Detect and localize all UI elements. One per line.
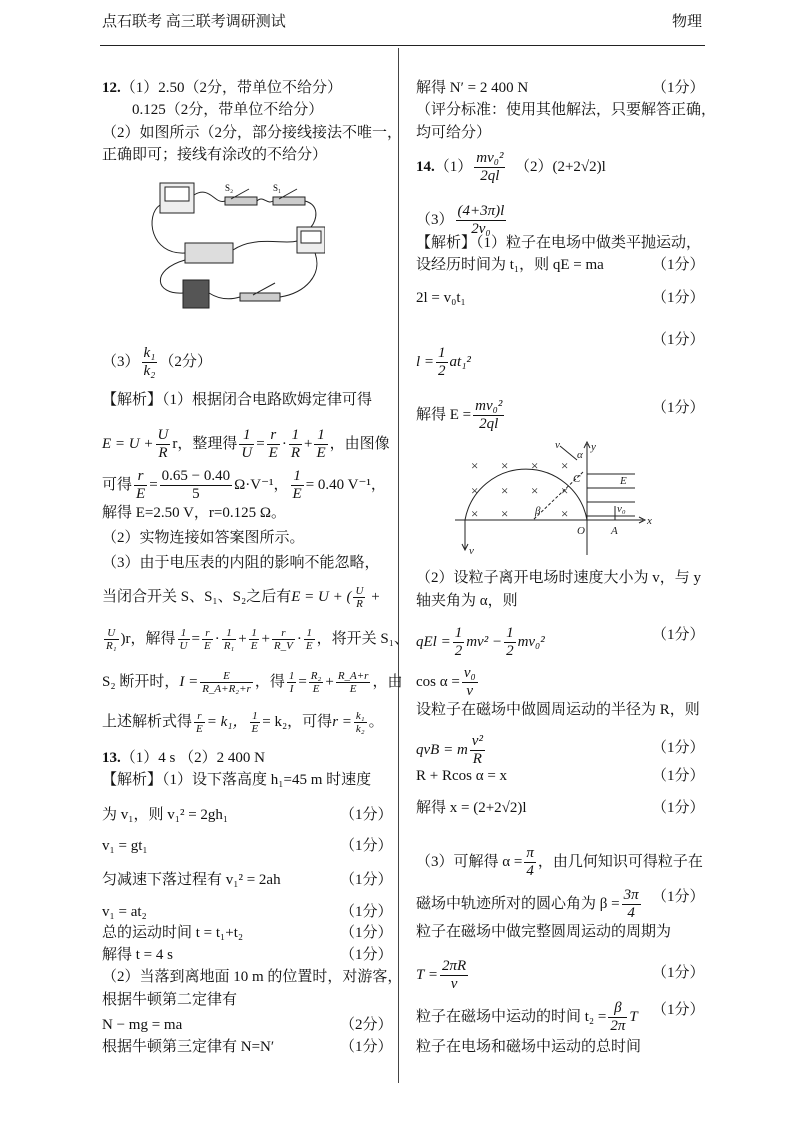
score: （1分） [340,904,393,920]
label-v-bottom: v [469,545,474,557]
q14-answer-3: （3） $\frac{(4+3\pi)l}{\text{2v₀}}$ [416,203,505,237]
score: （1分） [652,290,705,306]
q13-step: 根据牛顿第三定律有 N=N′ [102,1039,275,1055]
q13-step: v₁ = gt₁ [102,838,148,854]
q13-step: 总的运动时间 t = t₁+t₂ [102,925,244,941]
q12-equation-2: 可得 $\frac{r}{E}$ = $\frac{0.65 - 0.40}{5}$ Ω·V⁻¹， $\frac{1}{E}$ = 0.40 V⁻¹， [102,468,386,502]
q14-step: qvB = m $\frac{\text{v²}}{R}$ [416,733,483,767]
q12-equation-3: 当闭合开关 S、S₁、S₂之后有E = U + ( $\frac{U}{R}$ + [102,585,380,610]
q13-analysis-2b: 根据牛顿第二定律有 [102,992,238,1008]
score: （1分） [340,1039,393,1055]
label-y: y [591,441,596,453]
cross-mark: × [501,506,509,521]
q12-answer-2b: 正确即可；接线有涂改的不给分） [102,147,328,163]
score: （1分） [652,400,705,416]
q14-analysis-2b: 轴夹角为 α，则 [416,593,518,609]
q14-step: 2l = v₀t₁ [416,290,466,306]
score: （1分） [652,889,705,905]
q14-analysis-2: （2）设粒子离开电场时速度大小为 v，与 y [416,570,702,586]
circuit-figure [145,175,325,310]
q14-analysis-period: 粒子在磁场中做完整圆周运动的周期为 [416,924,672,940]
q12-analysis-2: （2）实物连接如答案图所示。 [102,530,305,546]
header-subject: 物理 [672,14,703,30]
cross-mark: × [471,458,479,473]
label-alpha: α [577,449,583,461]
cross-mark: × [531,458,539,473]
q13-step: 匀减速下落过程有 v₁² = 2ah [102,872,281,888]
q13-result: 解得 N′ = 2 400 N [416,80,529,96]
q14-step: 解得 E = $\frac{\text{mv₀²}}{2ql}$ [416,398,503,432]
score: （1分） [652,768,705,784]
score: （1分） [340,925,393,941]
cross-mark: × [561,506,569,521]
label-O: O [577,525,585,537]
q14-step: 设经历时间为 t₁，则 qE = ma [416,257,604,273]
q12-analysis-3: （3）由于电压表的内阻的影响不能忽略， [102,555,380,571]
score: （1分） [652,627,705,643]
label-x: x [647,515,652,527]
field-diagram [455,440,665,560]
switch-s1-label: S₁ [273,183,282,193]
cross-mark: × [501,483,509,498]
label-E: E [620,475,627,487]
q13-step: 为 v₁，则 v₁² = 2gh₁ [102,807,229,823]
q14-step: 磁场中轨迹所对的圆心角为 β = $\frac{3\pi}{4}$ [416,887,639,921]
label-A: A [611,525,618,537]
score: （1分） [652,257,705,273]
label-beta: β [535,505,541,517]
q14-step: R + Rcos α = x [416,768,508,784]
q12-equation-4: $\frac{U}{\text{R₁}}$ )r，解得 $\frac{1}{U}$ = $\frac{r}{E}$ · $\frac{1}{\text{R₁}}$ + $\frac{1}{E}$ + $\frac{r}{R\_V}$ · $\frac{1}{E}$ ，将开关 S₁、 [106,627,409,652]
q14-analysis-radius: 设粒子在磁场中做圆周运动的半径为 R，则 [416,702,700,718]
score: （1分） [340,838,393,854]
cross-mark: × [471,506,479,521]
label-v-top: v [555,440,560,451]
q13-step: 解得 t = 4 s [102,947,173,963]
q12-equation-5: S₂ 断开时，I = $\frac{E}{\text{R\_A+R₂+r}}$ ，得 $\frac{1}{I}$ = $\frac{\text{R₂}}{E}$ + $\frac{R\_A+r}{E}$ ，由 [102,670,403,695]
q14-step: l = $\frac{1}{2}$ at₁² [416,345,471,379]
q12-equation-1: E = U + $\frac{U}{R}$ r，整理得 $\frac{1}{U}$ = $\frac{r}{E}$ · $\frac{1}{R}$ + $\frac{1}{E}$ ，由图像 [102,427,390,461]
cross-mark: × [531,483,539,498]
score: （1分） [652,965,705,981]
q12-result: 解得 E=2.50 V，r=0.125 Ω。 [102,505,287,521]
score: （2分） [340,1017,393,1033]
q12-answer-1: 12.（1）2.50（2分，带单位不给分） [102,80,343,96]
q14-step: cos α = $\frac{\text{v₀}}{v}$ [416,665,476,699]
q14-step: 粒子在磁场中运动的时间 t₂ = $\frac{\beta}{2\pi}$ T [416,1000,638,1034]
header-divider [100,45,705,46]
q14-step: T = $\frac{2\pi R}{v}$ [416,958,467,992]
score: （1分） [652,740,705,756]
label-v0: v₀ [617,503,626,515]
score: （1分） [652,1002,705,1018]
score: （1分） [340,947,393,963]
q13-analysis-2: （2）当落到离地面 10 m 的位置时，对游客， [102,969,403,985]
cross-mark: × [561,458,569,473]
q13-step: N − mg = ma [102,1017,183,1033]
q14-step: qEl = $\frac{1}{2}$ mv² − $\frac{1}{2}$ mv₀² [416,625,545,659]
q13-step: v₁ = at₂ [102,904,147,920]
q14-analysis-3: （3）可解得 α = $\frac{\pi}{4}$ ，由几何知识可得粒子在 [416,845,703,879]
cross-mark: × [561,483,569,498]
cross-mark: × [471,483,479,498]
cross-mark: × [501,458,509,473]
header-title: 点石联考 高三联考调研测试 [102,14,286,30]
column-divider [398,48,399,1083]
score: （1分） [340,872,393,888]
score: （1分） [652,800,705,816]
score: （1分） [652,80,705,96]
q12-equation-6: 上述解析式得 $\frac{r}{E}$ = k₁， $\frac{1}{E}$ = k₂，可得r = $\frac{\text{k₁}}{\text{k₂}}$ 。 [102,710,384,735]
score: （1分） [340,807,393,823]
q14-analysis-heading: 【解析】（1）粒子在电场中做类平抛运动， [416,235,702,251]
q14-answers: 14.（1） $\frac{\text{mv₀²}}{2ql}$ （2）(2+2√2)l [416,150,606,184]
q14-step: 解得 x = (2+2√2)l [416,800,527,816]
q14-analysis-total: 粒子在电场和磁场中运动的总时间 [416,1039,642,1055]
q13-answers: 13.（1）4 s （2）2 400 N [102,750,265,766]
q12-answer-2: （2）如图所示（2分，部分接线接法不唯一， [102,125,403,141]
q12-answer-3: （3） $\frac{\text{k₁}}{\text{k₂}}$ （2分） [102,345,212,379]
scoring-note-b: 均可给分） [416,125,492,141]
q13-analysis-heading: 【解析】（1）设下落高度 h₁=45 m 时速度 [102,772,372,788]
label-C: C [573,473,581,485]
q12-analysis-heading: 【解析】（1）根据闭合电路欧姆定律可得 [102,392,373,408]
q12-answer-1b: 0.125（2分，带单位不给分） [132,102,324,118]
switch-s2-label: S₂ [225,183,234,193]
score: （1分） [652,332,705,348]
scoring-note: （评分标准：使用其他解法，只要解答正确， [416,102,717,118]
